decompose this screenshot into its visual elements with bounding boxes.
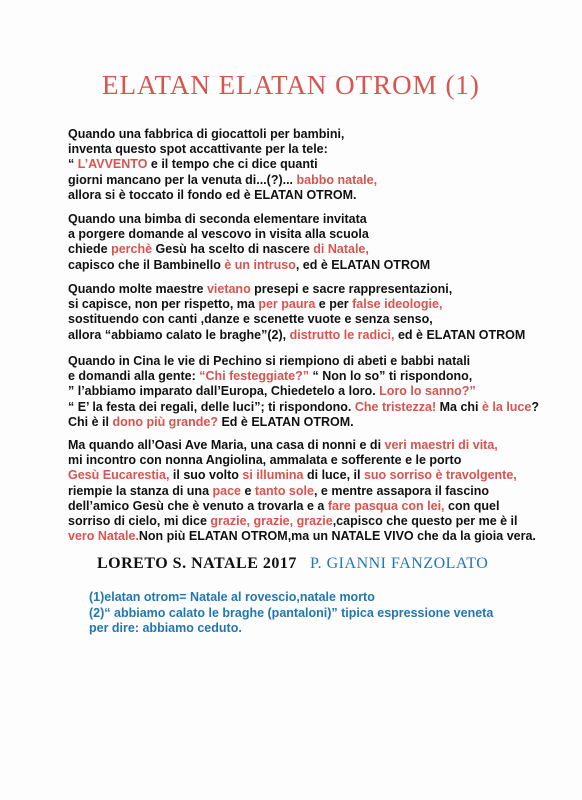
poem-line bbox=[68, 258, 568, 273]
highlighted-text: fare pasqua con lei, bbox=[327, 498, 445, 513]
text-segment: Quando una bimba di seconda elementare invitata bbox=[68, 212, 367, 226]
text-segment: , e mentre assapora il fascino bbox=[313, 483, 490, 498]
text-segment: ? bbox=[531, 399, 539, 414]
text-segment: capisco che il Bambinello bbox=[68, 257, 225, 272]
highlighted-text: tanto sole bbox=[254, 483, 314, 498]
poem-line bbox=[68, 142, 568, 157]
text-segment: Chi è il bbox=[68, 414, 113, 429]
footnote: per dire: abbiamo ceduto. bbox=[89, 621, 242, 635]
text-segment: allora si è toccato il fondo ed è ELATAN OTROM. bbox=[68, 187, 357, 202]
poem-line bbox=[68, 400, 568, 415]
highlighted-text: perchè bbox=[111, 242, 153, 257]
text-segment: e il tempo che ci dice quanti bbox=[147, 157, 318, 172]
highlighted-text: distrutto le radici, bbox=[289, 327, 395, 342]
footnotes bbox=[89, 590, 559, 637]
poem-line bbox=[68, 384, 568, 399]
text-segment: Quando molte maestre bbox=[68, 282, 207, 296]
text-segment: e bbox=[241, 483, 255, 498]
text-segment: Ma chi bbox=[436, 399, 482, 414]
highlighted-text: per paura bbox=[258, 297, 316, 312]
poem-line bbox=[68, 127, 568, 142]
text-segment: sorriso di cielo, mi dice bbox=[68, 514, 211, 529]
poem-line bbox=[68, 328, 568, 343]
text-segment: con quel bbox=[444, 498, 500, 513]
highlighted-text: “Chi festeggiate?” bbox=[199, 369, 310, 384]
stanza-4 bbox=[68, 354, 568, 430]
highlighted-text: pace bbox=[212, 483, 241, 498]
text-segment: “ E’ la festa dei regali, delle luci”; ti rispondono. bbox=[68, 399, 355, 414]
text-segment: ,capisco che questo per me è il bbox=[332, 514, 518, 529]
poem-line bbox=[68, 242, 568, 257]
text-segment: ed è ELATAN OTROM bbox=[394, 327, 526, 342]
stanza-1 bbox=[68, 127, 568, 203]
highlighted-text: grazie, grazie, grazie bbox=[210, 514, 333, 529]
text-segment: riempie la stanza di una bbox=[68, 483, 213, 498]
text-segment: Gesù ha scelto di nascere bbox=[152, 242, 314, 257]
text-segment: chiede bbox=[68, 242, 112, 257]
highlighted-text: L’AVVENTO bbox=[77, 157, 148, 172]
highlighted-text: false ideologie, bbox=[352, 297, 443, 312]
text-segment: “ bbox=[68, 157, 78, 172]
text-segment: si capisce, non per rispetto, ma bbox=[68, 297, 259, 312]
text-segment: sostituendo con canti ,danze e scenette vuote e senza senso, bbox=[68, 312, 433, 327]
author-name: P. GIANNI FANZOLATO bbox=[310, 555, 489, 572]
highlighted-text: Che tristezza! bbox=[354, 399, 437, 414]
highlighted-text: dono più grande? bbox=[112, 414, 218, 429]
poem-line bbox=[68, 354, 568, 369]
poem-line bbox=[68, 369, 568, 384]
text-segment: a porgere domande al vescovo in visita alla scuola bbox=[68, 227, 369, 242]
highlighted-text: suo sorriso è travolgente, bbox=[363, 468, 517, 483]
text-segment: Ed è ELATAN OTROM. bbox=[218, 414, 354, 429]
highlighted-text: è un intruso bbox=[224, 257, 296, 272]
poem-line bbox=[68, 157, 568, 172]
poem-line bbox=[68, 499, 568, 514]
text-segment: giorni mancano per la venuta di...(?)... bbox=[68, 172, 297, 187]
poem-line bbox=[68, 312, 568, 327]
text-segment: Non più ELATAN OTROM,ma un NATALE VIVO che da la gioia vera. bbox=[138, 529, 536, 544]
highlighted-text: di Natale, bbox=[313, 242, 369, 257]
place-date: LORETO S. NATALE 2017 bbox=[97, 555, 297, 572]
text-segment: , ed è ELATAN OTROM bbox=[295, 257, 431, 272]
text-segment: il suo volto bbox=[169, 468, 243, 483]
highlighted-text: Gesù Eucarestia, bbox=[68, 468, 170, 483]
text-segment: ” l’abbiamo imparato dall’Europa, Chiedetelo a loro. bbox=[68, 384, 380, 399]
text-segment: dell’amico Gesù che è venuto a trovarla e a bbox=[68, 498, 328, 513]
text-segment: allora “abbiamo calato le braghe”(2), bbox=[68, 327, 290, 342]
highlighted-text: Loro lo sanno?” bbox=[379, 384, 476, 399]
text-segment: e per bbox=[315, 297, 353, 312]
stanza-2 bbox=[68, 212, 568, 273]
text-segment: Ma quando all’Oasi Ave Maria, una casa di nonni e di bbox=[68, 438, 385, 452]
poem-line bbox=[68, 173, 568, 188]
poem-line bbox=[68, 297, 568, 312]
poem-line bbox=[68, 415, 568, 430]
text-segment: mi incontro con nonna Angiolina, ammalata e sofferente e le porto bbox=[68, 453, 462, 468]
poem-line bbox=[68, 529, 568, 544]
highlighted-text: babbo natale, bbox=[296, 172, 378, 187]
poem-line bbox=[68, 282, 568, 297]
text-segment: presepi e sacre rappresentazioni, bbox=[250, 282, 453, 296]
text-segment: e domandi alla gente: bbox=[68, 369, 200, 384]
poem-line bbox=[68, 484, 568, 499]
poem-line bbox=[68, 453, 568, 468]
highlighted-text: si illumina bbox=[242, 468, 304, 483]
text-segment: inventa questo spot accattivante per la tele: bbox=[68, 142, 328, 157]
poem-line bbox=[68, 212, 568, 227]
highlighted-text: veri maestri di vita, bbox=[384, 438, 498, 452]
text-segment: Quando in Cina le vie di Pechino si riempiono di abeti e babbi natali bbox=[68, 354, 471, 368]
poem-line bbox=[68, 227, 568, 242]
poem-line bbox=[68, 438, 568, 453]
highlighted-text: vietano bbox=[206, 282, 251, 296]
footnote: (1)elatan otrom= Natale al rovescio,natale morto bbox=[89, 590, 375, 604]
stanza-5 bbox=[68, 438, 568, 544]
highlighted-text: vero Natale. bbox=[68, 529, 139, 544]
poem-line bbox=[68, 188, 568, 203]
highlighted-text: è la luce bbox=[482, 399, 532, 414]
footnote: (2)“ abbiamo calato le braghe (pantaloni)” tipica espressione veneta bbox=[89, 605, 494, 620]
poem-line bbox=[68, 468, 568, 483]
text-segment: “ Non lo so” ti rispondono, bbox=[309, 369, 473, 384]
text-segment: di luce, il bbox=[303, 468, 364, 483]
poem-line bbox=[68, 514, 568, 529]
text-segment: Quando una fabbrica di giocattoli per bambini, bbox=[68, 127, 345, 141]
stanza-3 bbox=[68, 282, 568, 343]
poem-title: ELATAN ELATAN OTROM (1) bbox=[102, 70, 480, 100]
